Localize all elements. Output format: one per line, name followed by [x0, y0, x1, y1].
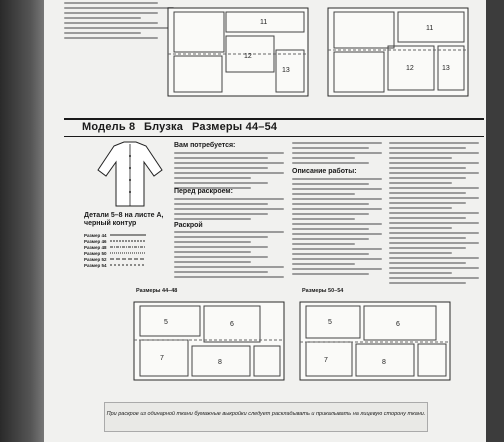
magazine-page: [44, 0, 486, 442]
legend-line-sample: [108, 251, 148, 255]
binding-shadow: [0, 0, 44, 442]
you-need-heading: Вам потребуется:: [174, 142, 236, 149]
svg-text:7: 7: [160, 355, 164, 362]
before-cut-text: [174, 198, 284, 223]
cutting-text: [174, 231, 284, 281]
details-heading: Детали 5–8 на листе А, черный контур: [84, 212, 164, 227]
size-legend: [84, 232, 164, 268]
legend-label: Размер 54: [84, 262, 107, 268]
svg-text:12: 12: [406, 65, 414, 72]
svg-text:6: 6: [230, 321, 234, 328]
legend-label: Размер 46: [84, 238, 107, 244]
layout-left-label: Размеры 44–48: [136, 288, 178, 294]
svg-text:12: 12: [244, 53, 252, 60]
header-rule-bottom: [64, 136, 484, 137]
legend-line-sample: [108, 239, 148, 243]
right-column-text: [389, 142, 479, 287]
before-cut-heading: Перед раскроем:: [174, 188, 233, 195]
blouse-illustration: [94, 140, 166, 210]
garment-title: Блузка: [144, 121, 184, 133]
legend-label: Размер 50: [84, 250, 107, 256]
layout-right-diagram: [296, 296, 456, 388]
svg-text:5: 5: [328, 319, 332, 326]
layout-left-diagram: [130, 296, 290, 388]
legend-row: [84, 262, 164, 268]
legend-line-sample: [108, 233, 148, 237]
work-description-text: [292, 178, 382, 278]
svg-text:11: 11: [426, 25, 434, 32]
middle-column-text: [292, 142, 382, 167]
legend-line-sample: [108, 263, 148, 267]
footer-note: При раскрое из одинарной ткани бумажные выкройки следует раскладывать и прикалывать на лицевую сторону ткани.: [104, 402, 428, 432]
svg-text:8: 8: [382, 359, 386, 366]
work-description-heading: Описание работы:: [292, 168, 357, 175]
svg-text:13: 13: [442, 65, 450, 72]
svg-text:13: 13: [282, 67, 290, 74]
legend-label: Размер 44: [84, 232, 107, 238]
legend-line-sample: [108, 245, 148, 249]
top-left-layout-diagram: [164, 2, 314, 102]
model-label: Модель 8: [82, 121, 136, 133]
svg-text:11: 11: [260, 19, 268, 26]
svg-text:5: 5: [164, 319, 168, 326]
header-rule-top: [64, 118, 484, 120]
legend-label: Размер 52: [84, 256, 107, 262]
svg-text:7: 7: [324, 357, 328, 364]
svg-text:8: 8: [218, 359, 222, 366]
cutting-heading: Раскрой: [174, 222, 203, 229]
layout-right-label: Размеры 50–54: [302, 288, 344, 294]
legend-line-sample: [108, 257, 148, 261]
svg-text:6: 6: [396, 321, 400, 328]
legend-label: Размер 48: [84, 244, 107, 250]
top-right-layout-diagram: [324, 2, 474, 102]
you-need-text: [174, 152, 284, 192]
top-text-column: [64, 2, 174, 42]
size-range: Размеры 44–54: [192, 121, 278, 133]
